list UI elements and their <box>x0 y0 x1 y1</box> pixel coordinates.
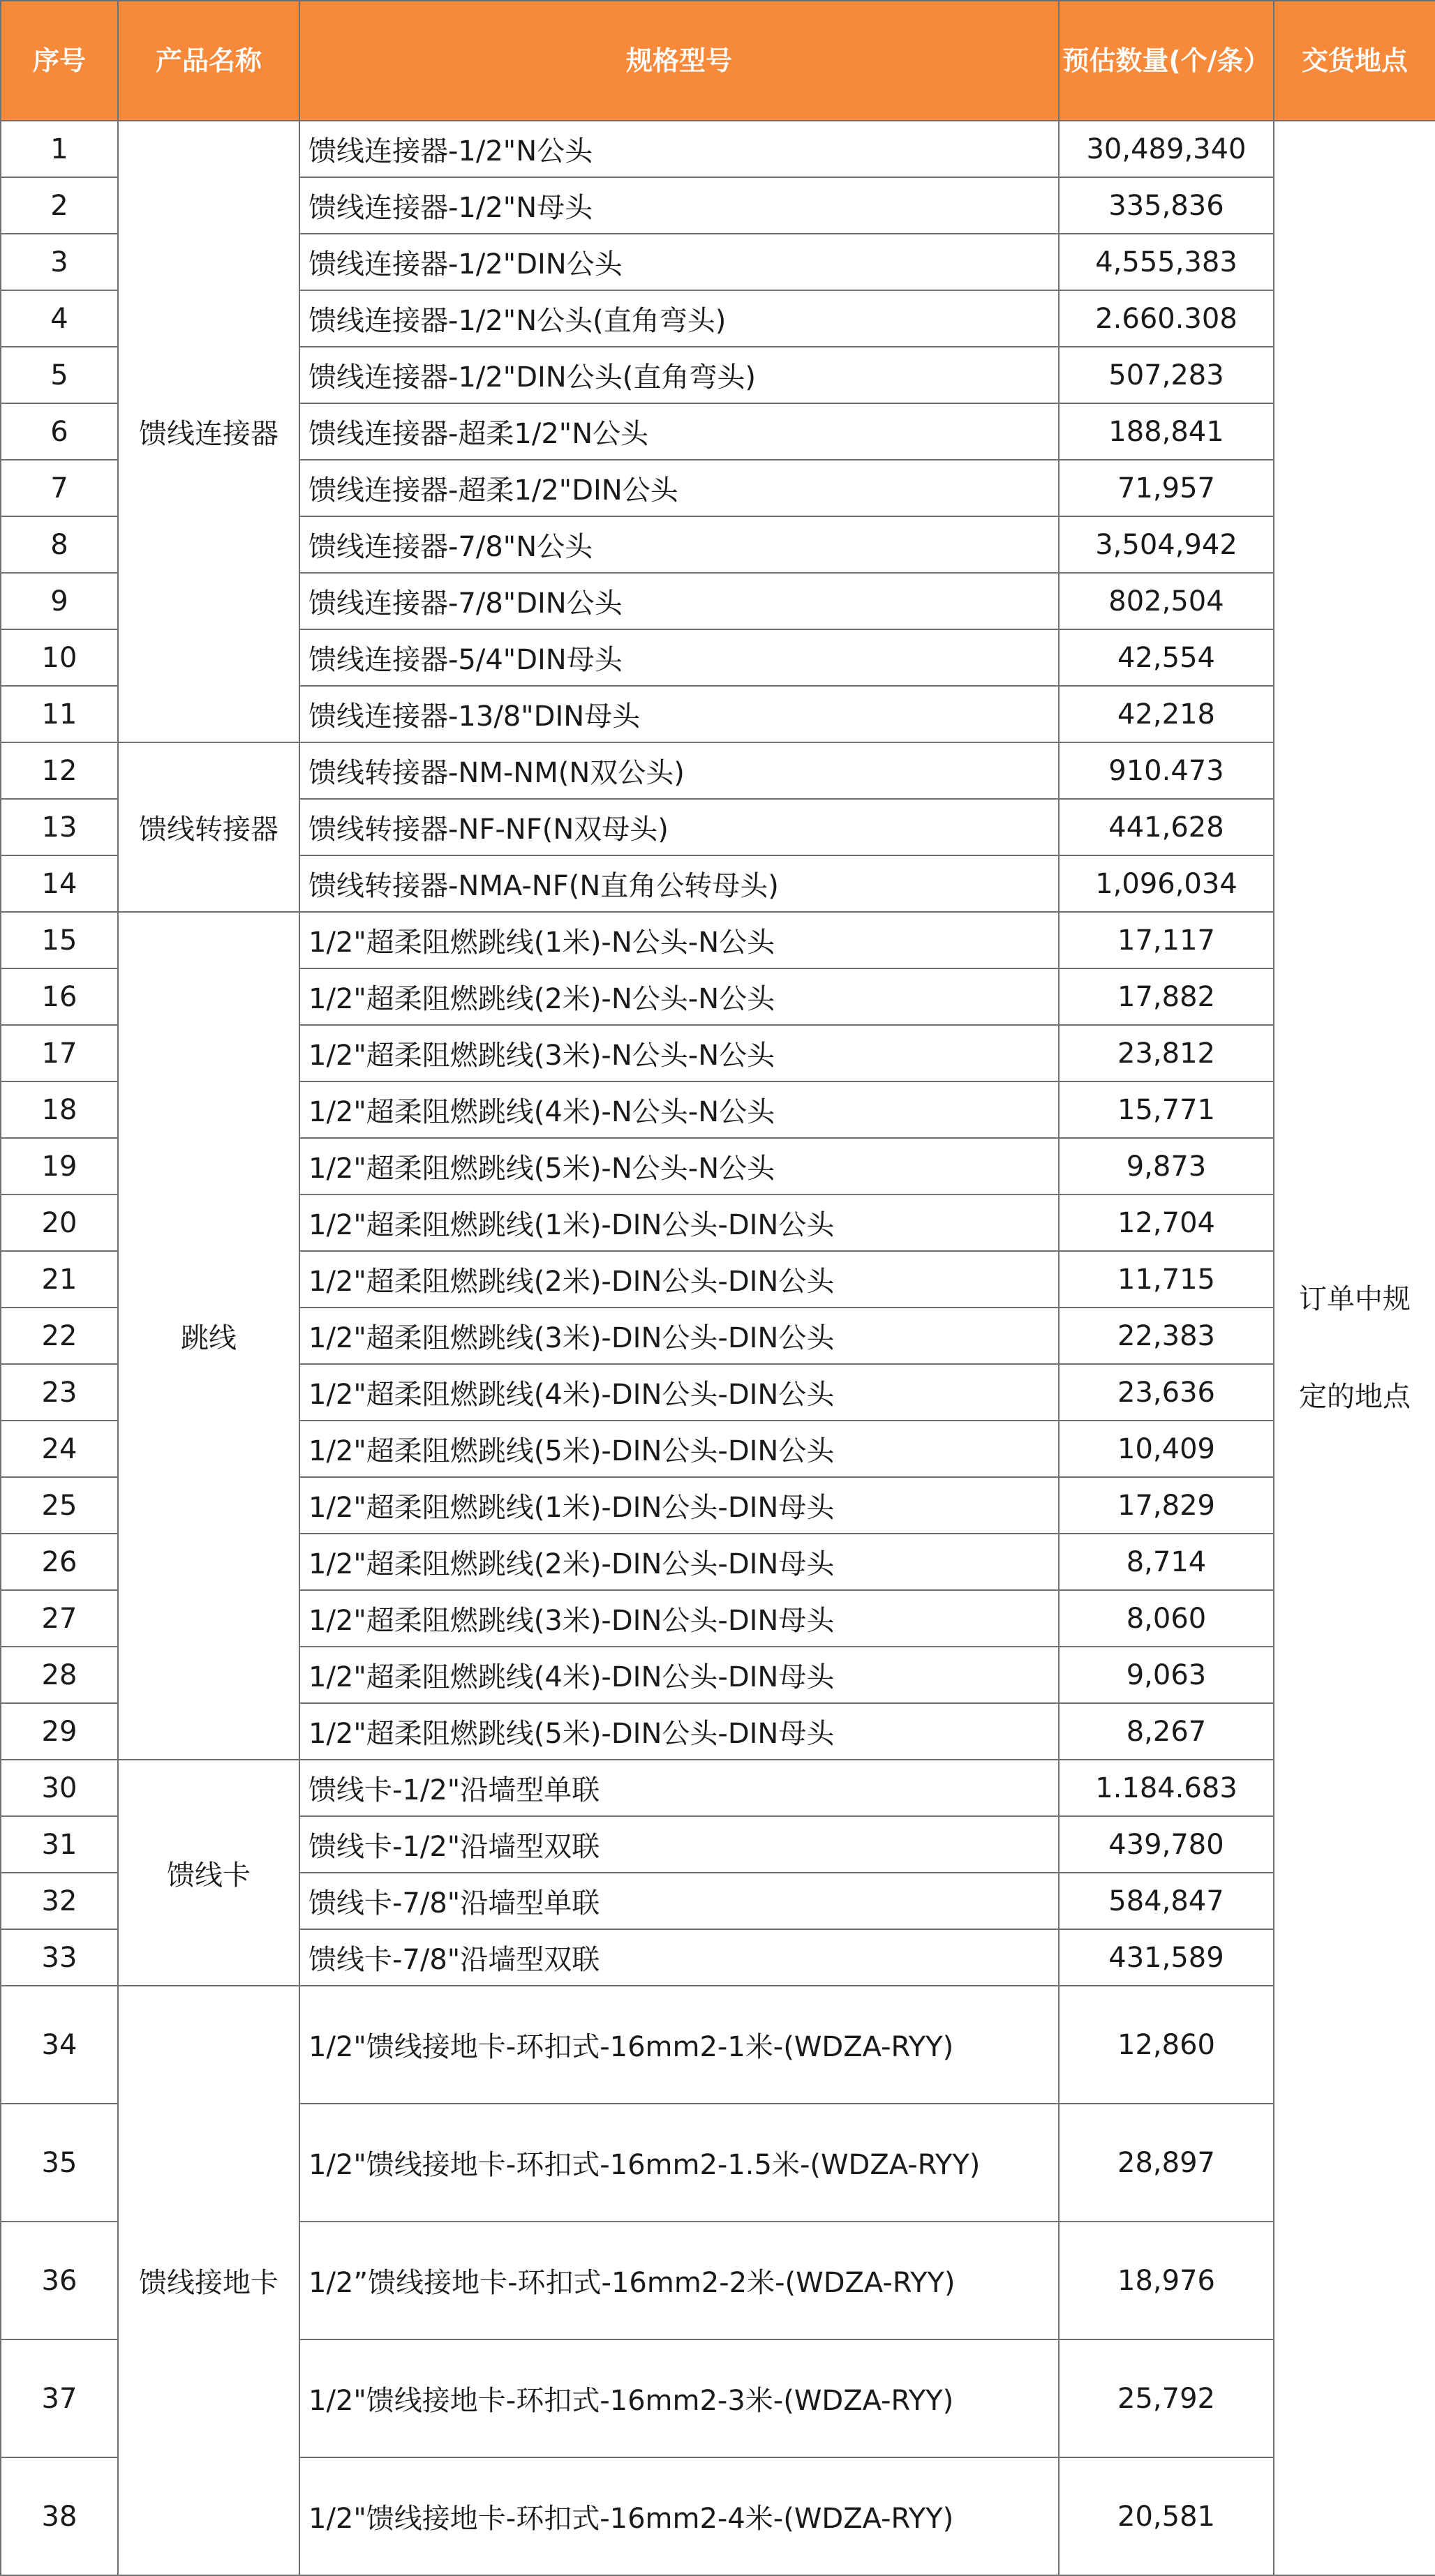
quantity-cell: 8,267 <box>1059 1703 1274 1760</box>
spec-cell: 馈线卡-7/8"沿墙型单联 <box>299 1873 1059 1929</box>
spec-cell: 1/2"超柔阻燃跳线(2米)-N公头-N公头 <box>299 968 1059 1025</box>
spec-cell: 馈线连接器-超柔1/2"DIN公头 <box>299 460 1059 516</box>
table-row <box>1 121 1435 177</box>
quantity-cell: 9,873 <box>1059 1138 1274 1195</box>
row-number: 26 <box>1 1534 118 1590</box>
row-number: 20 <box>1 1195 118 1251</box>
quantity-cell: 1.184.683 <box>1059 1760 1274 1816</box>
row-number: 6 <box>1 403 118 460</box>
table-row <box>1 742 1435 799</box>
spec-cell: 1/2"超柔阻燃跳线(5米)-N公头-N公头 <box>299 1138 1059 1195</box>
quantity-cell: 3,504,942 <box>1059 516 1274 573</box>
row-number: 32 <box>1 1873 118 1929</box>
row-number: 29 <box>1 1703 118 1760</box>
spec-cell: 馈线卡-7/8"沿墙型双联 <box>299 1929 1059 1986</box>
quantity-cell: 2.660.308 <box>1059 290 1274 347</box>
spec-cell: 馈线连接器-超柔1/2"N公头 <box>299 403 1059 460</box>
product-name-cell: 跳线 <box>118 912 299 1760</box>
row-number: 2 <box>1 177 118 234</box>
quantity-cell: 584,847 <box>1059 1873 1274 1929</box>
row-number: 17 <box>1 1025 118 1081</box>
spec-cell: 馈线转接器-NF-NF(N双母头) <box>299 799 1059 855</box>
quantity-cell: 30,489,340 <box>1059 121 1274 177</box>
row-number: 11 <box>1 686 118 742</box>
row-number: 27 <box>1 1590 118 1647</box>
spec-cell: 馈线连接器-7/8"N公头 <box>299 516 1059 573</box>
spec-cell: 馈线转接器-NM-NM(N双公头) <box>299 742 1059 799</box>
quantity-cell: 18,976 <box>1059 2222 1274 2339</box>
spec-cell: 馈线连接器-7/8"DIN公头 <box>299 573 1059 629</box>
row-number: 4 <box>1 290 118 347</box>
quantity-cell: 12,704 <box>1059 1195 1274 1251</box>
quantity-cell: 28,897 <box>1059 2104 1274 2222</box>
spec-cell: 1/2"馈线接地卡-环扣式-16mm2-4米-(WDZA-RYY) <box>299 2457 1059 2575</box>
quantity-cell: 23,812 <box>1059 1025 1274 1081</box>
row-number: 16 <box>1 968 118 1025</box>
quantity-cell: 20,581 <box>1059 2457 1274 2575</box>
spec-cell: 馈线转接器-NMA-NF(N直角公转母头) <box>299 855 1059 912</box>
table-row <box>1 912 1435 968</box>
row-number: 33 <box>1 1929 118 1986</box>
header-num: 序号 <box>1 1 118 121</box>
row-number: 7 <box>1 460 118 516</box>
row-number: 22 <box>1 1308 118 1364</box>
quantity-cell: 431,589 <box>1059 1929 1274 1986</box>
quantity-cell: 802,504 <box>1059 573 1274 629</box>
quantity-cell: 9,063 <box>1059 1647 1274 1703</box>
spec-cell: 1/2”馈线接地卡-环扣式-16mm2-2米-(WDZA-RYY) <box>299 2222 1059 2339</box>
spec-cell: 馈线卡-1/2"沿墙型单联 <box>299 1760 1059 1816</box>
spec-cell: 1/2"超柔阻燃跳线(2米)-DIN公头-DIN公头 <box>299 1251 1059 1308</box>
product-name-cell: 馈线卡 <box>118 1760 299 1986</box>
quantity-cell: 10,409 <box>1059 1421 1274 1477</box>
row-number: 13 <box>1 799 118 855</box>
row-number: 21 <box>1 1251 118 1308</box>
table-row <box>1 1986 1435 2104</box>
quantity-cell: 17,829 <box>1059 1477 1274 1534</box>
row-number: 34 <box>1 1986 118 2104</box>
row-number: 37 <box>1 2339 118 2457</box>
row-number: 38 <box>1 2457 118 2575</box>
spec-cell: 1/2"超柔阻燃跳线(3米)-N公头-N公头 <box>299 1025 1059 1081</box>
row-number: 28 <box>1 1647 118 1703</box>
row-number: 12 <box>1 742 118 799</box>
quantity-cell: 910.473 <box>1059 742 1274 799</box>
spec-cell: 1/2"超柔阻燃跳线(1米)-N公头-N公头 <box>299 912 1059 968</box>
spec-cell: 馈线连接器-1/2"DIN公头(直角弯头) <box>299 347 1059 403</box>
spec-cell: 1/2"馈线接地卡-环扣式-16mm2-1米-(WDZA-RYY) <box>299 1986 1059 2104</box>
quantity-cell: 335,836 <box>1059 177 1274 234</box>
row-number: 35 <box>1 2104 118 2222</box>
row-number: 10 <box>1 629 118 686</box>
row-number: 19 <box>1 1138 118 1195</box>
quantity-cell: 11,715 <box>1059 1251 1274 1308</box>
quantity-cell: 8,060 <box>1059 1590 1274 1647</box>
quantity-cell: 441,628 <box>1059 799 1274 855</box>
row-number: 25 <box>1 1477 118 1534</box>
spec-cell: 1/2"超柔阻燃跳线(3米)-DIN公头-DIN公头 <box>299 1308 1059 1364</box>
row-number: 30 <box>1 1760 118 1816</box>
row-number: 15 <box>1 912 118 968</box>
header-quantity: 预估数量(个/条） <box>1059 1 1274 121</box>
row-number: 8 <box>1 516 118 573</box>
spec-cell: 1/2"超柔阻燃跳线(4米)-DIN公头-DIN母头 <box>299 1647 1059 1703</box>
row-number: 1 <box>1 121 118 177</box>
spec-cell: 馈线连接器-1/2"N公头 <box>299 121 1059 177</box>
spec-cell: 馈线连接器-1/2"N公头(直角弯头) <box>299 290 1059 347</box>
product-name-cell: 馈线接地卡 <box>118 1986 299 2575</box>
quantity-cell: 15,771 <box>1059 1081 1274 1138</box>
spec-cell: 馈线连接器-1/2"DIN公头 <box>299 234 1059 290</box>
spec-cell: 1/2"超柔阻燃跳线(3米)-DIN公头-DIN母头 <box>299 1590 1059 1647</box>
row-number: 31 <box>1 1816 118 1873</box>
row-number: 36 <box>1 2222 118 2339</box>
row-number: 24 <box>1 1421 118 1477</box>
quantity-cell: 8,714 <box>1059 1534 1274 1590</box>
row-number: 23 <box>1 1364 118 1421</box>
spec-cell: 1/2"馈线接地卡-环扣式-16mm2-3米-(WDZA-RYY) <box>299 2339 1059 2457</box>
quantity-cell: 439,780 <box>1059 1816 1274 1873</box>
quantity-cell: 22,383 <box>1059 1308 1274 1364</box>
spec-cell: 1/2"馈线接地卡-环扣式-16mm2-1.5米-(WDZA-RYY) <box>299 2104 1059 2222</box>
row-number: 9 <box>1 573 118 629</box>
quantity-cell: 17,882 <box>1059 968 1274 1025</box>
row-number: 5 <box>1 347 118 403</box>
spec-cell: 1/2"超柔阻燃跳线(1米)-DIN公头-DIN母头 <box>299 1477 1059 1534</box>
quantity-cell: 71,957 <box>1059 460 1274 516</box>
header-row <box>1 1 1435 121</box>
spec-cell: 1/2"超柔阻燃跳线(2米)-DIN公头-DIN母头 <box>299 1534 1059 1590</box>
location-cell <box>1274 121 1435 2575</box>
quantity-cell: 42,218 <box>1059 686 1274 742</box>
spec-cell: 1/2"超柔阻燃跳线(5米)-DIN公头-DIN母头 <box>299 1703 1059 1760</box>
header-location: 交货地点 <box>1274 1 1435 121</box>
spec-cell: 馈线连接器-13/8"DIN母头 <box>299 686 1059 742</box>
quantity-cell: 42,554 <box>1059 629 1274 686</box>
quantity-cell: 507,283 <box>1059 347 1274 403</box>
header-product-name: 产品名称 <box>118 1 299 121</box>
quantity-cell: 12,860 <box>1059 1986 1274 2104</box>
quantity-cell: 4,555,383 <box>1059 234 1274 290</box>
spec-cell: 1/2"超柔阻燃跳线(4米)-DIN公头-DIN公头 <box>299 1364 1059 1421</box>
product-name-cell: 馈线转接器 <box>118 742 299 912</box>
table-body <box>1 121 1435 2575</box>
product-name-cell: 馈线连接器 <box>118 121 299 742</box>
spec-cell: 1/2"超柔阻燃跳线(4米)-N公头-N公头 <box>299 1081 1059 1138</box>
quantity-cell: 25,792 <box>1059 2339 1274 2457</box>
spec-cell: 1/2"超柔阻燃跳线(1米)-DIN公头-DIN公头 <box>299 1195 1059 1251</box>
quantity-cell: 23,636 <box>1059 1364 1274 1421</box>
row-number: 14 <box>1 855 118 912</box>
header-spec: 规格型号 <box>299 1 1059 121</box>
spec-cell: 馈线连接器-1/2"N母头 <box>299 177 1059 234</box>
quantity-cell: 188,841 <box>1059 403 1274 460</box>
quantity-cell: 1,096,034 <box>1059 855 1274 912</box>
quantity-cell: 17,117 <box>1059 912 1274 968</box>
spec-cell: 馈线卡-1/2"沿墙型双联 <box>299 1816 1059 1873</box>
row-number: 3 <box>1 234 118 290</box>
row-number: 18 <box>1 1081 118 1138</box>
spec-cell: 馈线连接器-5/4"DIN母头 <box>299 629 1059 686</box>
spec-cell: 1/2"超柔阻燃跳线(5米)-DIN公头-DIN公头 <box>299 1421 1059 1477</box>
location-text: 订单中规定的地点 <box>1299 1283 1411 1413</box>
table-row <box>1 1760 1435 1816</box>
